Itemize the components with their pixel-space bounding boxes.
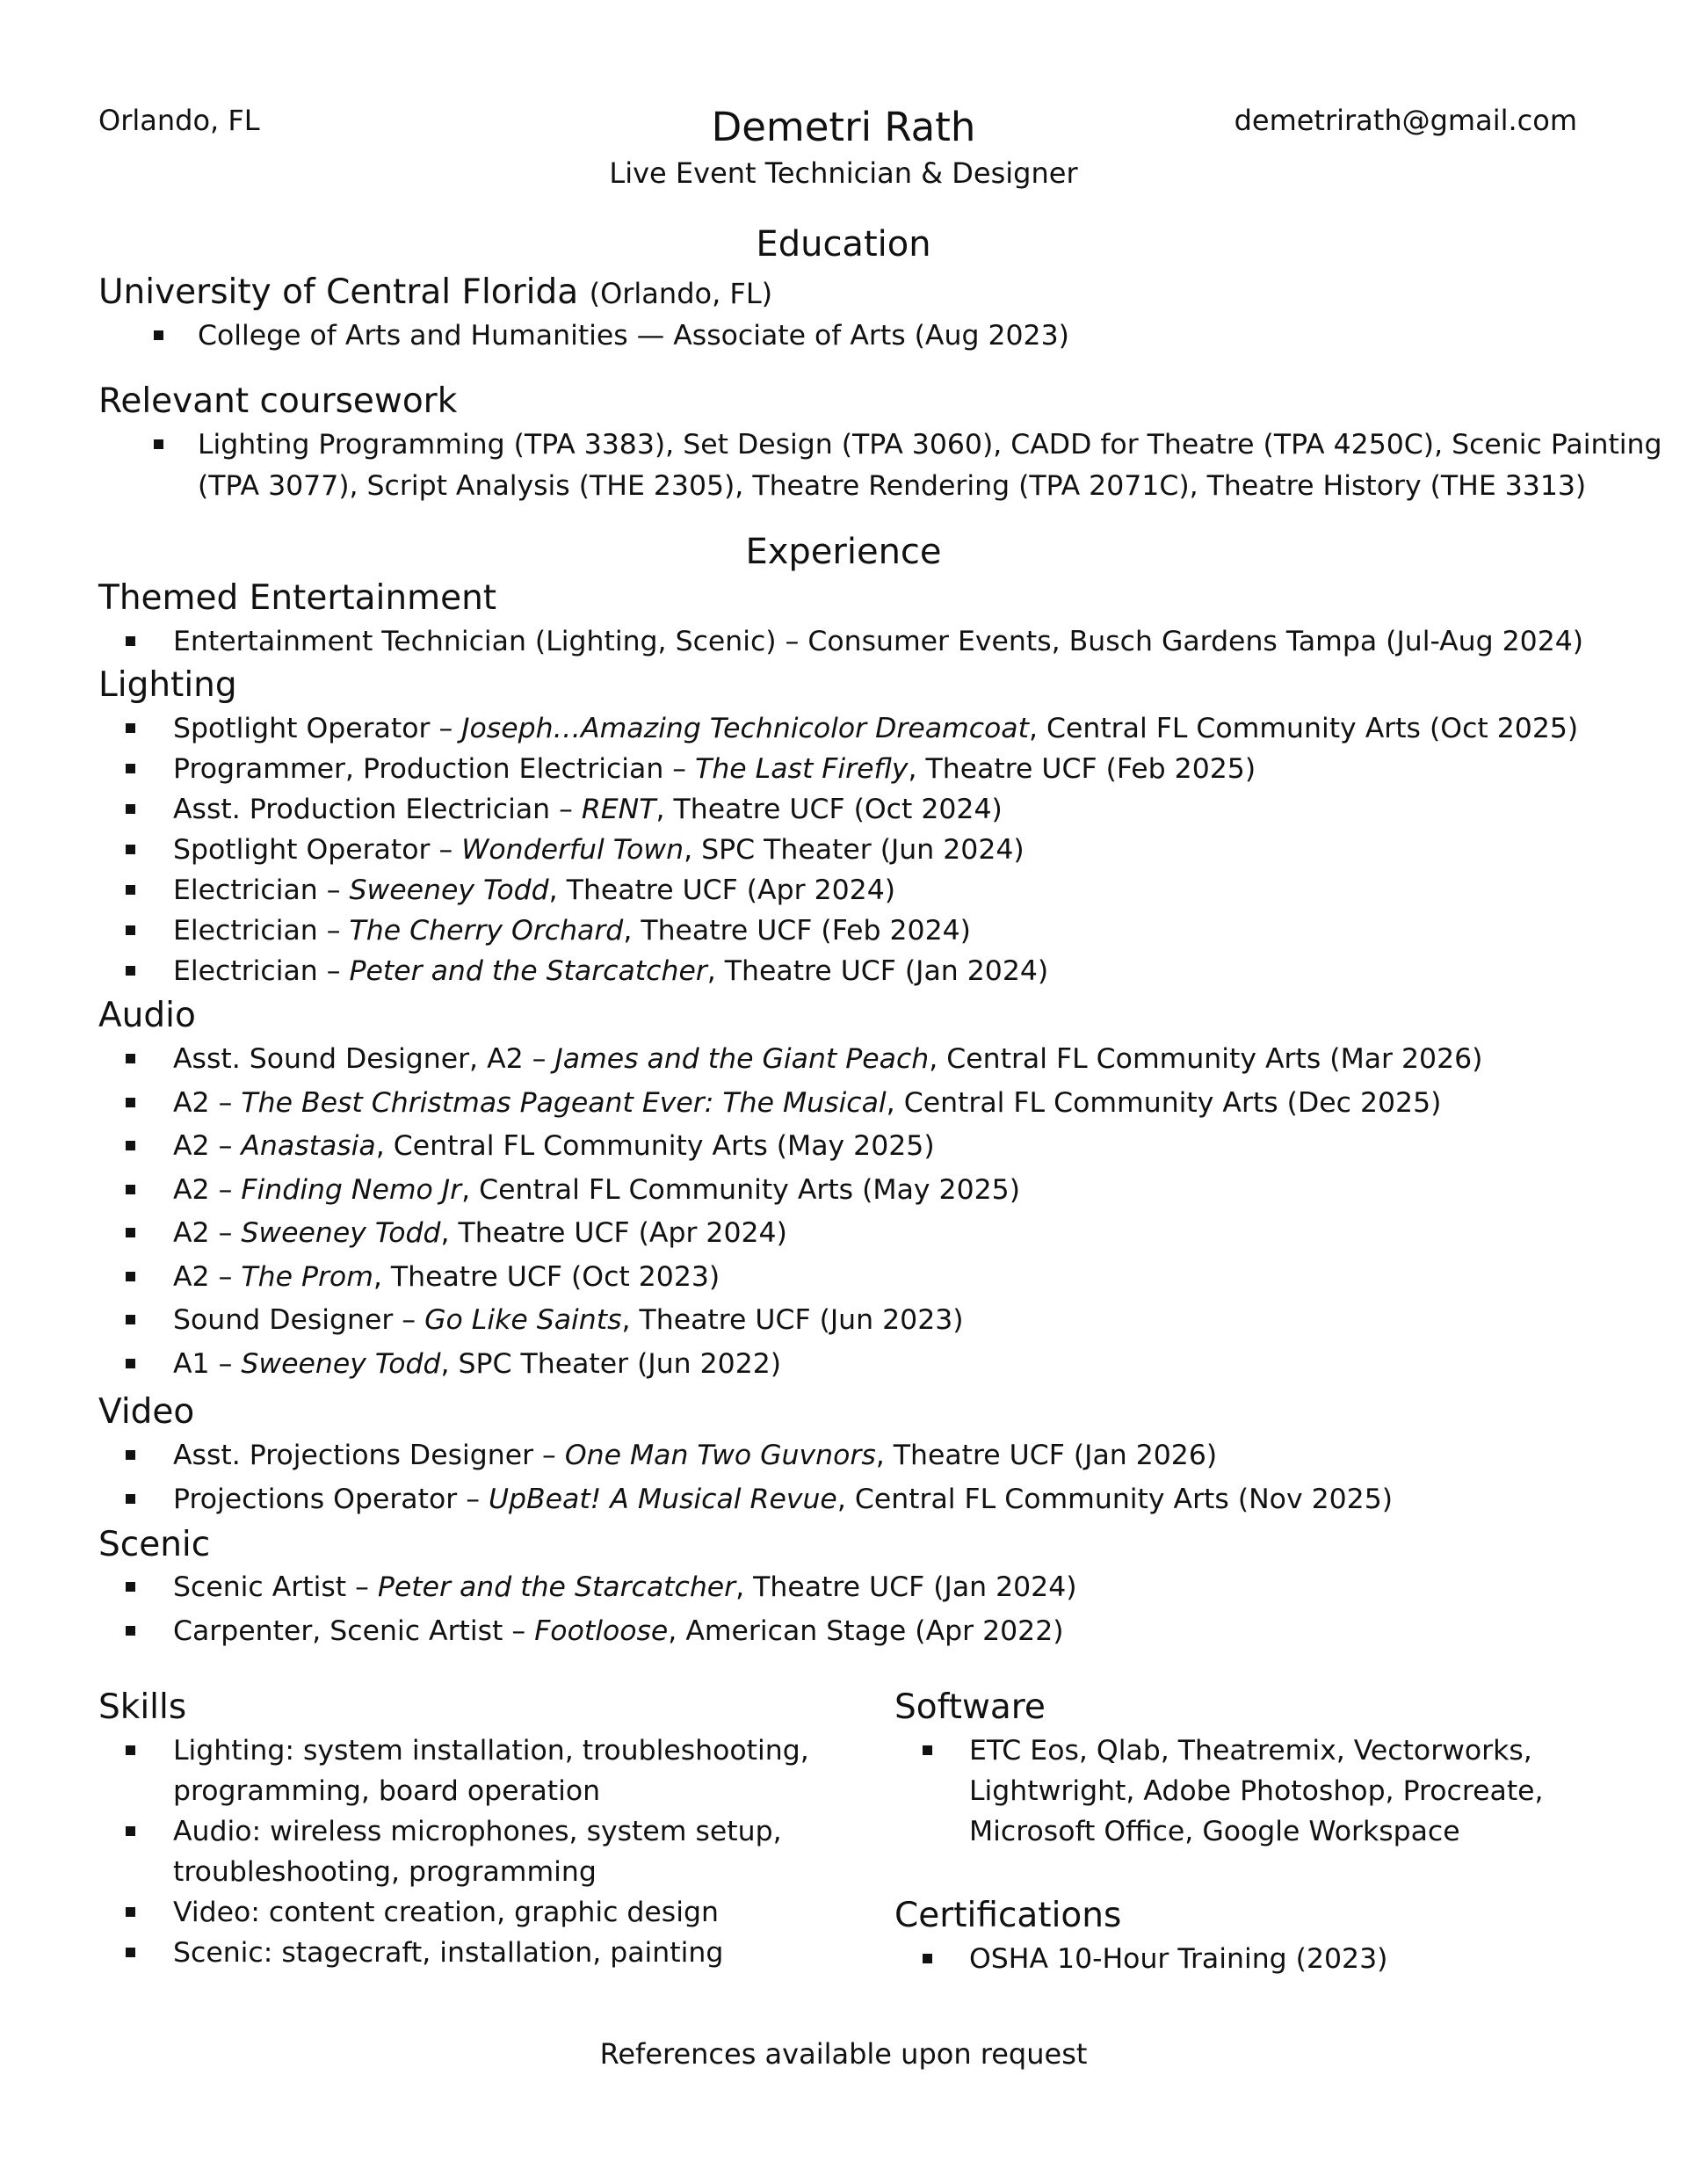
bullet-icon [126,1098,135,1107]
experience-venue: , Central FL Community Arts (Nov 2025) [836,1483,1394,1515]
experience-show: Sweeney Todd [349,874,549,906]
experience-role: A2 – [173,1217,242,1249]
certifications-heading: Certifications [894,1896,1122,1935]
experience-item [173,1615,1064,1647]
experience-role: Asst. Sound Designer, A2 – [173,1043,555,1075]
experience-role: Asst. Projections Designer – [173,1440,565,1471]
experience-role: Electrician – [173,955,350,987]
experience-venue: , Theatre UCF (Apr 2024) [548,874,896,906]
bullet-icon [126,1054,135,1063]
experience-venue: , Theatre UCF (Feb 2024) [623,915,971,947]
header-title: Live Event Technician & Designer [609,156,1078,190]
bullet-icon [126,1626,135,1636]
bullet-icon [126,1185,135,1194]
experience-show: The Prom [241,1260,373,1293]
header-name: Demetri Rath [711,104,976,150]
bullet-icon [126,1826,135,1836]
experience-show: The Best Christmas Pageant Ever: The Musical [241,1086,887,1119]
scenic-heading: Scenic [98,1525,211,1564]
bullet-icon [126,966,135,976]
lighting-heading: Lighting [98,665,237,705]
school-location: (Orlando, FL) [589,277,773,310]
experience-show: The Last Firefly [695,753,909,785]
experience-venue: , American Stage (Apr 2022) [668,1615,1064,1647]
experience-venue: , Central FL Community Arts (Mar 2026) [929,1043,1483,1075]
bullet-icon [126,636,135,646]
skills-heading: Skills [98,1687,187,1727]
experience-role: Sound Designer – [173,1304,425,1336]
experience-role: Spotlight Operator – [173,834,462,866]
experience-item [173,1087,1441,1119]
experience-role: Electrician – [173,915,350,947]
bullet-icon [126,764,135,773]
bullet-icon [126,1272,135,1281]
experience-item [173,915,971,947]
experience-venue: , Theatre UCF (Oct 2024) [655,794,1003,825]
certification-item: OSHA 10-Hour Training (2023) [969,1943,1388,1975]
experience-item [173,1484,1393,1515]
video-heading: Video [98,1392,195,1432]
bullet-icon [126,1494,135,1504]
themed-item: Entertainment Technician (Lighting, Scenic) – Consumer Events, Busch Gardens Tampa (Jul-Aug 2024) [173,626,1584,657]
experience-venue: , Theatre UCF (Jun 2023) [621,1304,964,1336]
experience-show: Anastasia [241,1130,376,1162]
skill-item-cont: troubleshooting, programming [173,1856,597,1888]
experience-item [173,713,1578,744]
education-school [98,272,772,312]
experience-venue: , SPC Theater (Jun 2024) [684,834,1025,866]
bullet-icon [126,1228,135,1237]
experience-role: Electrician – [173,874,350,906]
experience-role: Asst. Production Electrician – [173,794,582,825]
experience-venue: , SPC Theater (Jun 2022) [440,1347,782,1380]
bullet-icon [126,1450,135,1460]
experience-show: One Man Two Guvnors [564,1440,876,1471]
bullet-icon [126,1948,135,1957]
experience-role: Carpenter, Scenic Artist – [173,1615,535,1647]
experience-item [173,1217,787,1249]
experience-venue: , Theatre UCF (Oct 2023) [373,1260,720,1293]
experience-item [173,1174,1020,1206]
experience-show: Peter and the Starcatcher [377,1571,736,1603]
bullet-icon [154,330,163,340]
bullet-icon [126,925,135,935]
software-line-3: Microsoft Office, Google Workspace [969,1816,1460,1847]
education-degree: College of Arts and Humanities — Associate of Arts (Aug 2023) [198,320,1069,352]
experience-venue: , Theatre UCF (Feb 2025) [908,753,1256,785]
bullet-icon [126,1315,135,1324]
experience-role: A2 – [173,1173,242,1206]
bullet-icon [126,845,135,854]
software-line-1: ETC Eos, Qlab, Theatremix, Vectorworks, [969,1735,1532,1767]
experience-venue: , Theatre UCF (Apr 2024) [440,1217,787,1249]
experience-item [173,1261,720,1293]
experience-venue: , Central FL Community Arts (May 2025) [461,1173,1020,1206]
experience-heading: Experience [745,532,942,572]
bullet-icon [126,1907,135,1917]
bullet-icon [154,439,163,449]
experience-show: Peter and the Starcatcher [349,955,707,987]
experience-role: A2 – [173,1086,242,1119]
experience-item [173,1304,964,1336]
experience-venue: , Theatre UCF (Jan 2026) [875,1440,1218,1471]
header-email: demetrirath@gmail.com [1234,104,1577,137]
school-name: University of Central Florida [98,272,579,312]
audio-heading: Audio [98,996,196,1035]
experience-show: Sweeney Todd [241,1217,441,1249]
coursework-line-2: (TPA 3077), Script Analysis (THE 2305), Theatre Rendering (TPA 2071C), Theatre History (THE 3313) [198,470,1587,502]
bullet-icon [126,804,135,814]
experience-item [173,1043,1482,1075]
bullet-icon [923,1745,932,1755]
software-line-2: Lightwright, Adobe Photoshop, Procreate, [969,1775,1544,1807]
coursework-line-1: Lighting Programming (TPA 3383), Set Design (TPA 3060), CADD for Theatre (TPA 4250C), Scenic Painting [198,429,1662,461]
experience-role: Programmer, Production Electrician – [173,753,696,785]
experience-show: Sweeney Todd [241,1347,441,1380]
skill-item: Audio: wireless microphones, system setup, [173,1816,782,1847]
themed-heading: Themed Entertainment [98,578,497,618]
bullet-icon [126,1745,135,1755]
experience-item [173,1571,1077,1603]
experience-show: UpBeat! A Musical Revue [488,1483,837,1515]
software-heading: Software [894,1687,1046,1727]
bullet-icon [126,885,135,895]
header-location: Orlando, FL [98,104,260,137]
skill-item: Lighting: system installation, troubleshooting, [173,1735,809,1767]
experience-item [173,794,1003,825]
experience-item [173,1130,935,1162]
experience-venue: , Central FL Community Arts (Dec 2025) [886,1086,1442,1119]
experience-show: James and the Giant Peach [554,1043,930,1075]
bullet-icon [126,1141,135,1150]
experience-role: A1 – [173,1347,242,1380]
education-heading: Education [756,224,931,265]
bullet-icon [126,723,135,733]
experience-item [173,874,895,906]
experience-item [173,753,1256,785]
experience-role: A2 – [173,1260,242,1293]
experience-item [173,955,1048,987]
experience-show: Go Like Saints [424,1304,622,1336]
experience-role: A2 – [173,1130,242,1162]
bullet-icon [126,1582,135,1592]
experience-show: RENT [581,794,656,825]
experience-role: Scenic Artist – [173,1571,378,1603]
experience-item [173,834,1025,866]
bullet-icon [923,1954,932,1963]
skill-item-cont: programming, board operation [173,1775,601,1807]
skill-item: Video: content creation, graphic design [173,1897,719,1928]
footer-note: References available upon request [599,2037,1088,2071]
experience-show: Footloose [534,1615,669,1647]
experience-show: Wonderful Town [461,834,684,866]
experience-venue: , Central FL Community Arts (Oct 2025) [1028,713,1579,744]
experience-show: The Cherry Orchard [349,915,624,947]
experience-show: Finding Nemo Jr [241,1173,462,1206]
skill-item: Scenic: stagecraft, installation, painting [173,1937,724,1969]
experience-venue: , Central FL Community Arts (May 2025) [375,1130,935,1162]
bullet-icon [126,1359,135,1368]
experience-item [173,1348,781,1380]
experience-venue: , Theatre UCF (Jan 2024) [735,1571,1077,1603]
experience-show: Joseph…Amazing Technicolor Dreamcoat [461,713,1029,744]
coursework-heading: Relevant coursework [98,381,458,421]
experience-item [173,1440,1217,1471]
experience-role: Spotlight Operator – [173,713,462,744]
experience-role: Projections Operator – [173,1483,489,1515]
experience-venue: , Theatre UCF (Jan 2024) [706,955,1049,987]
